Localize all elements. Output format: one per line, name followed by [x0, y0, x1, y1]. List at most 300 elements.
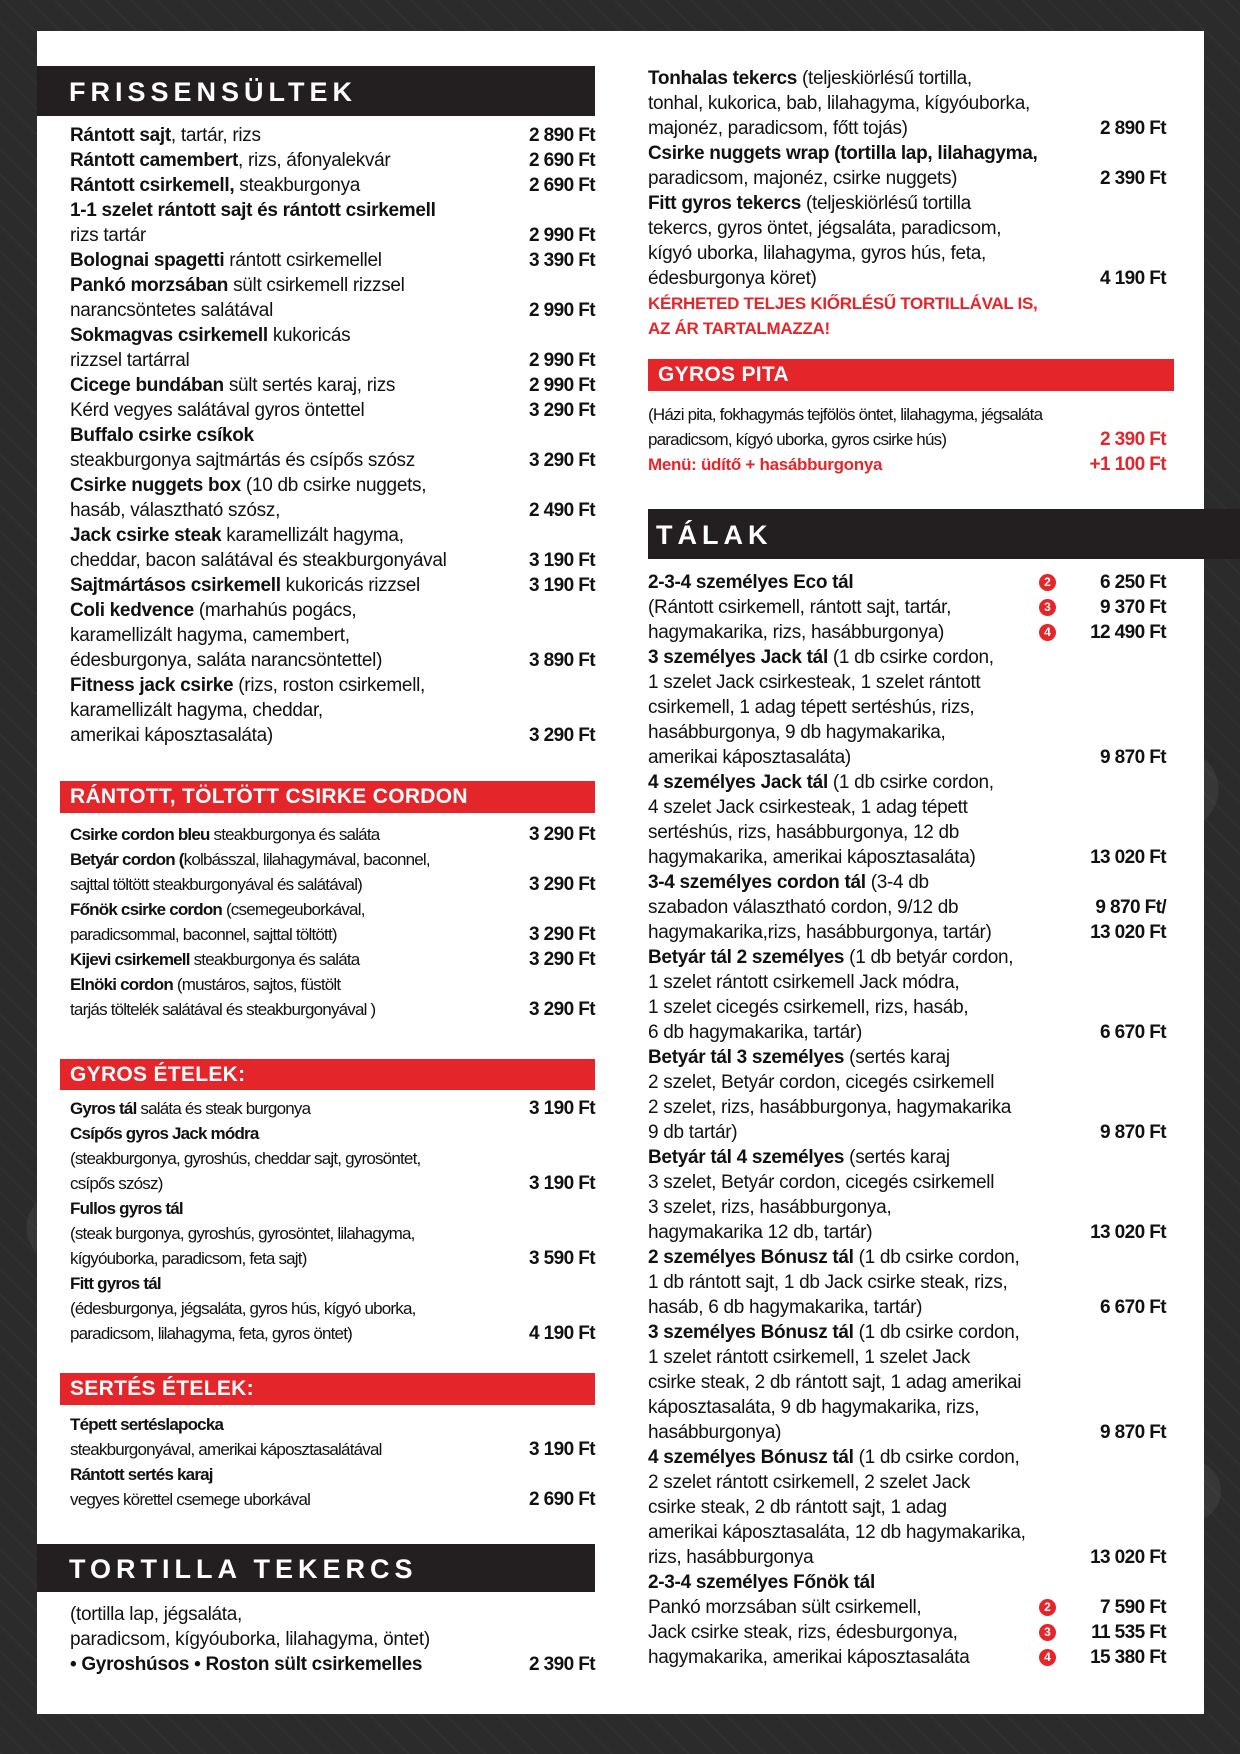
- section-header-pita: GYROS PITA: [648, 359, 1174, 391]
- menu-line: [70, 373, 595, 398]
- menu-line: [70, 922, 595, 947]
- item-name: Rántott camembert: [70, 150, 239, 171]
- item-description: 2 szelet, Betyár cordon, cicegés csirkemell: [648, 1072, 995, 1093]
- item-description: 1 szelet cicegés csirkemell, rizs, hasáb,: [648, 997, 969, 1018]
- section-sertes: [70, 1412, 595, 1512]
- item-description: narancsöntetes salátával: [70, 300, 273, 321]
- item-price: 2 990 Ft: [529, 375, 595, 396]
- item-description: tonhal, kukorica, bab, lilahagyma, kígyóuborka,: [648, 93, 1030, 114]
- menu-line: [70, 997, 595, 1022]
- item-description: AZ ÁR TARTALMAZZA!: [648, 319, 830, 338]
- item-name: Jack csirke steak: [70, 525, 222, 546]
- item-price: 2 690 Ft: [529, 150, 595, 171]
- item-description: csípős szósz): [70, 1174, 163, 1193]
- menu-line: [70, 1146, 595, 1171]
- item-price: 3 190 Ft: [529, 1439, 595, 1460]
- item-name: 2-3-4 személyes Eco tál: [648, 572, 854, 593]
- menu-line: [70, 1437, 595, 1462]
- menu-line: [648, 241, 1166, 266]
- item-price: 12 490 Ft: [1090, 622, 1166, 643]
- item-name: Rántott sajt: [70, 125, 171, 146]
- item-price: 9 870 Ft/: [1095, 897, 1166, 918]
- item-name: Sajtmártásos csirkemell: [70, 575, 281, 596]
- menu-line: [648, 820, 1166, 845]
- menu-line: [648, 770, 1166, 795]
- item-description: (1 db csirke cordon,: [827, 772, 994, 793]
- menu-line: [648, 141, 1166, 166]
- item-description: rántott csirkemellel: [224, 250, 382, 271]
- item-description: (Házi pita, fokhagymás tejfölös öntet, lilahagyma, jégsaláta: [648, 405, 1043, 424]
- item-description: sertéshús, rizs, hasábburgonya, 12 db: [648, 822, 960, 843]
- item-name: Betyár tál 3 személyes: [648, 1047, 845, 1068]
- item-name: 3 személyes Bónusz tál: [648, 1322, 854, 1343]
- menu-line: [648, 895, 1166, 920]
- item-description: (édesburgonya, jégsaláta, gyros hús, kígyó uborka,: [70, 1299, 416, 1318]
- menu-line: [648, 695, 1166, 720]
- item-description: 2 szelet rántott csirkemell, 2 szelet Jack: [648, 1472, 971, 1493]
- item-name: 4 személyes Jack tál: [648, 772, 828, 793]
- item-description: steakburgonya és saláta: [209, 825, 380, 844]
- item-name: Pankó morzsában: [70, 275, 229, 296]
- menu-line: [648, 645, 1166, 670]
- menu-line: [648, 452, 1166, 477]
- menu-line: [648, 1370, 1166, 1395]
- item-price: 13 020 Ft: [1090, 847, 1166, 868]
- item-description: (marhahús pogács,: [193, 600, 357, 621]
- menu-line: [70, 822, 595, 847]
- item-name: • Gyroshúsos • Roston sült csirkemelles: [70, 1654, 423, 1675]
- person-count-badge: 3: [1039, 599, 1056, 616]
- item-description: paradicsom, lilahagyma, feta, gyros öntet): [70, 1324, 352, 1343]
- item-name: 2 személyes Bónusz tál: [648, 1247, 854, 1268]
- item-price: 3 190 Ft: [529, 575, 595, 596]
- menu-line: [70, 723, 595, 748]
- item-description: 9 db tartár): [648, 1122, 738, 1143]
- menu-line: [70, 423, 595, 448]
- item-price: 3 890 Ft: [529, 650, 595, 671]
- menu-line: [648, 1395, 1166, 1420]
- menu-line: [648, 1270, 1166, 1295]
- menu-line: [70, 598, 595, 623]
- person-count-badge: 2: [1039, 574, 1056, 591]
- menu-line: [648, 595, 1166, 620]
- item-description: amerikai káposztasaláta, 12 db hagymakarika,: [648, 1522, 1026, 1543]
- item-description: szabadon választható cordon, 9/12 db: [648, 897, 959, 918]
- item-description: Menü: üdítő + hasábburgonya: [648, 455, 883, 474]
- menu-line: [648, 670, 1166, 695]
- menu-line: [70, 1602, 595, 1627]
- item-description: steakburgonya és saláta: [189, 950, 360, 969]
- item-name: 3-4 személyes cordon tál: [648, 872, 866, 893]
- item-price: 2 890 Ft: [1100, 118, 1166, 139]
- menu-line: [648, 1345, 1166, 1370]
- menu-line: [70, 1271, 595, 1296]
- menu-line: [70, 1412, 595, 1437]
- item-price: 3 290 Ft: [529, 999, 595, 1020]
- item-price: 2 990 Ft: [529, 300, 595, 321]
- menu-line: [70, 498, 595, 523]
- menu-line: [70, 947, 595, 972]
- menu-line: [70, 398, 595, 423]
- item-description: kígyó uborka, lilahagyma, gyros hús, feta,: [648, 243, 987, 264]
- item-description: paradicsom, kígyóuborka, lilahagyma, öntet): [70, 1629, 430, 1650]
- item-name: Fullos gyros tál: [70, 1199, 183, 1218]
- section-cordon: [70, 822, 595, 1022]
- menu-line: [648, 1295, 1166, 1320]
- item-price: 9 370 Ft: [1100, 597, 1166, 618]
- item-price: +1 100 Ft: [1089, 454, 1166, 475]
- item-name: Csirke cordon bleu: [70, 825, 210, 844]
- item-description: (steakburgonya, gyroshús, cheddar sajt, gyrosöntet,: [70, 1149, 421, 1168]
- menu-line: [648, 720, 1166, 745]
- menu-line: [648, 945, 1166, 970]
- item-description: hasábburgonya): [648, 1422, 782, 1443]
- menu-line: [648, 66, 1166, 91]
- item-description: KÉRHETED TELJES KIŐRLÉSŰ TORTILLÁVAL IS,: [648, 294, 1038, 313]
- item-description: (mustáros, sajtos, füstölt: [172, 975, 341, 994]
- item-name: Csípős gyros Jack módra: [70, 1124, 259, 1143]
- item-name: Betyár cordon (: [70, 850, 184, 869]
- item-price: 3 290 Ft: [529, 824, 595, 845]
- item-price: 3 290 Ft: [529, 725, 595, 746]
- item-name: Buffalo csirke csíkok: [70, 425, 254, 446]
- menu-line: [648, 1520, 1166, 1545]
- item-price: 2 690 Ft: [529, 1489, 595, 1510]
- item-description: cheddar, bacon salátával és steakburgonyával: [70, 550, 447, 571]
- item-price: 3 590 Ft: [529, 1248, 595, 1269]
- item-description: hasáb, 6 db hagymakarika, tartár): [648, 1297, 923, 1318]
- section-header-talak: TÁLAK: [648, 509, 1240, 559]
- item-price: 2 690 Ft: [529, 175, 595, 196]
- menu-line: [648, 1320, 1166, 1345]
- menu-line: [648, 995, 1166, 1020]
- item-name: Rántott csirkemell,: [70, 175, 235, 196]
- item-description: , tartár, rizs: [170, 125, 261, 146]
- item-price: 4 190 Ft: [529, 1323, 595, 1344]
- menu-line: [70, 1246, 595, 1271]
- item-price: 3 190 Ft: [529, 1098, 595, 1119]
- item-price: 3 190 Ft: [529, 550, 595, 571]
- menu-line: [648, 1220, 1166, 1245]
- section-tortilla: [648, 66, 1166, 341]
- menu-line: [70, 1321, 595, 1346]
- item-price: 6 670 Ft: [1100, 1022, 1166, 1043]
- item-description: édesburgonya köret): [648, 268, 817, 289]
- menu-line: [70, 847, 595, 872]
- menu-line: [70, 897, 595, 922]
- item-description: (3-4 db: [865, 872, 929, 893]
- item-description: karamellizált hagyma, cheddar,: [70, 700, 323, 721]
- menu-line: [70, 248, 595, 273]
- item-description: 2 szelet, rizs, hasábburgonya, hagymakarika: [648, 1097, 1012, 1118]
- menu-line: [70, 872, 595, 897]
- item-description: kukoricás rizzsel: [280, 575, 420, 596]
- menu-line: [648, 1070, 1166, 1095]
- menu-line: [70, 1121, 595, 1146]
- item-description: (1 db betyár cordon,: [844, 947, 1014, 968]
- item-price: 2 890 Ft: [529, 125, 595, 146]
- item-name: Bolognai spagetti: [70, 250, 225, 271]
- menu-line: [70, 198, 595, 223]
- item-description: rizs tartár: [70, 225, 146, 246]
- menu-line: [648, 1545, 1166, 1570]
- menu-line: [70, 323, 595, 348]
- item-description: 1 szelet Jack csirkesteak, 1 szelet rántott: [648, 672, 981, 693]
- menu-line: [70, 698, 595, 723]
- menu-line: [70, 1652, 595, 1677]
- item-description: karamellizált hagyma, camembert,: [70, 625, 350, 646]
- menu-line: [648, 1195, 1166, 1220]
- item-name: Fitness jack csirke: [70, 675, 234, 696]
- item-description: (rizs, roston csirkemell,: [233, 675, 426, 696]
- item-description: (teljeskiörlésű tortilla,: [797, 68, 972, 89]
- menu-line: [648, 1170, 1166, 1195]
- menu-line: [70, 173, 595, 198]
- item-description: (tortilla lap, jégsaláta,: [70, 1604, 243, 1625]
- item-name: 3 személyes Jack tál: [648, 647, 828, 668]
- item-description: csirke steak, 2 db rántott sajt, 1 adag: [648, 1497, 947, 1518]
- item-description: Pankó morzsában sült csirkemell,: [648, 1597, 922, 1618]
- item-price: 7 590 Ft: [1100, 1597, 1166, 1618]
- item-description: paradicsom, kígyó uborka, gyros csirke hús): [648, 430, 947, 449]
- item-name: Tonhalas tekercs: [648, 68, 798, 89]
- menu-line: [648, 316, 1166, 341]
- menu-line: [70, 648, 595, 673]
- item-name: Főnök csirke cordon: [70, 900, 223, 919]
- menu-line: [648, 1095, 1166, 1120]
- menu-line: [648, 166, 1166, 191]
- item-description: paradicsommal, baconnel, sajttal töltött): [70, 925, 337, 944]
- menu-line: [648, 970, 1166, 995]
- menu-line: [648, 1045, 1166, 1070]
- section-talak: [648, 570, 1166, 1670]
- menu-line: [70, 1462, 595, 1487]
- item-description: sajttal töltött steakburgonyával és salátával): [70, 875, 363, 894]
- item-name: Gyros tál: [70, 1099, 137, 1118]
- item-description: saláta és steak burgonya: [136, 1099, 311, 1118]
- item-price: 6 250 Ft: [1100, 572, 1166, 593]
- menu-line: [70, 1096, 595, 1121]
- menu-line: [70, 523, 595, 548]
- item-description: steakburgonya: [234, 175, 361, 196]
- item-price: 9 870 Ft: [1100, 747, 1166, 768]
- menu-line: [70, 1171, 595, 1196]
- item-description: vegyes körettel csemege uborkával: [70, 1490, 311, 1509]
- item-name: Rántott sertés karaj: [70, 1465, 213, 1484]
- item-description: hasábburgonya, 9 db hagymakarika,: [648, 722, 946, 743]
- item-name: Fitt gyros tál: [70, 1274, 161, 1293]
- menu-line: [70, 123, 595, 148]
- menu-line: [648, 291, 1166, 316]
- menu-line: [648, 191, 1166, 216]
- item-name: Tépett sertéslapocka: [70, 1415, 224, 1434]
- item-description: amerikai káposztasaláta): [70, 725, 273, 746]
- item-description: tarjás töltelék salátával és steakburgonyával ): [70, 1000, 376, 1019]
- menu-line: [648, 116, 1166, 141]
- item-description: steakburgonya sajtmártás és csípős szósz: [70, 450, 415, 471]
- menu-line: [648, 920, 1166, 945]
- item-price: 2 490 Ft: [529, 500, 595, 521]
- item-price: 3 290 Ft: [529, 400, 595, 421]
- menu-line: [648, 1570, 1166, 1595]
- item-description: tekercs, gyros öntet, jégsaláta, paradicsom,: [648, 218, 1002, 239]
- menu-line: [70, 348, 595, 373]
- item-description: (csemegeuborkával,: [222, 900, 365, 919]
- menu-line: [70, 1196, 595, 1221]
- item-description: paradicsom, majonéz, csirke nuggets): [648, 168, 958, 189]
- menu-line: [648, 1145, 1166, 1170]
- item-description: kukoricás: [267, 325, 351, 346]
- item-name: Coli kedvence: [70, 600, 194, 621]
- item-price: 2 390 Ft: [1100, 168, 1166, 189]
- item-description: amerikai káposztasaláta): [648, 747, 851, 768]
- menu-line: [648, 1420, 1166, 1445]
- item-price: 13 020 Ft: [1090, 1222, 1166, 1243]
- item-description: karamellizált hagyma,: [221, 525, 404, 546]
- menu-line: [70, 1221, 595, 1246]
- item-description: (1 db csirke cordon,: [853, 1322, 1020, 1343]
- menu-line: [648, 570, 1166, 595]
- item-price: 3 290 Ft: [529, 949, 595, 970]
- item-description: hagymakarika, rizs, hasábburgonya): [648, 622, 945, 643]
- item-price: 3 390 Ft: [529, 250, 595, 271]
- section-header-cordon: RÁNTOTT, TÖLTÖTT CSIRKE CORDON: [60, 781, 595, 813]
- item-description: (teljeskiörlésű tortilla: [801, 193, 971, 214]
- item-description: Jack csirke steak, rizs, édesburgonya,: [648, 1622, 958, 1643]
- item-description: hagymakarika, amerikai káposztasaláta: [648, 1647, 970, 1668]
- menu-line: [648, 91, 1166, 116]
- item-price: 11 535 Ft: [1091, 1622, 1166, 1643]
- item-description: hagymakarika 12 db, tartár): [648, 1222, 873, 1243]
- item-price: 2 990 Ft: [529, 350, 595, 371]
- menu-line: [648, 1595, 1166, 1620]
- item-description: 6 db hagymakarika, tartár): [648, 1022, 862, 1043]
- menu-line: [70, 473, 595, 498]
- item-description: kígyóuborka, paradicsom, feta sajt): [70, 1249, 307, 1268]
- item-price: 9 870 Ft: [1100, 1422, 1166, 1443]
- item-name: Sokmagvas csirkemell: [70, 325, 268, 346]
- item-name: 1-1 szelet rántott sajt és rántott csirkemell: [70, 200, 436, 221]
- item-description: (1 db csirke cordon,: [853, 1247, 1020, 1268]
- person-count-badge: 3: [1039, 1624, 1056, 1641]
- item-description: 4 szelet Jack csirkesteak, 1 adag tépett: [648, 797, 968, 818]
- menu-line: [648, 1620, 1166, 1645]
- menu-line: [70, 298, 595, 323]
- item-price: 15 380 Ft: [1090, 1647, 1166, 1668]
- item-description: rizzsel tartárral: [70, 350, 190, 371]
- item-price: 3 290 Ft: [529, 874, 595, 895]
- item-price: 13 020 Ft: [1090, 1547, 1166, 1568]
- item-description: hagymakarika,rizs, hasábburgonya, tartár): [648, 922, 992, 943]
- item-description: 1 db rántott sajt, 1 db Jack csirke steak, rizs,: [648, 1272, 1008, 1293]
- menu-line: [648, 427, 1166, 452]
- item-description: steakburgonyával, amerikai káposztasalátával: [70, 1440, 382, 1459]
- menu-line: [648, 1120, 1166, 1145]
- section-header-sertes: SERTÉS ÉTELEK:: [60, 1373, 595, 1405]
- item-description: 3 szelet, rizs, hasábburgonya,: [648, 1197, 892, 1218]
- item-price: 6 670 Ft: [1100, 1297, 1166, 1318]
- item-price: 2 390 Ft: [1100, 429, 1166, 450]
- item-description: 1 szelet rántott csirkemell, 1 szelet Jack: [648, 1347, 971, 1368]
- item-description: 1 szelet rántott csirkemell Jack módra,: [648, 972, 960, 993]
- menu-line: [648, 216, 1166, 241]
- item-description: (steak burgonya, gyroshús, gyrosöntet, lilahagyma,: [70, 1224, 415, 1243]
- menu-line: [70, 148, 595, 173]
- item-name: Csirke nuggets box: [70, 475, 241, 496]
- item-description: hagymakarika, amerikai káposztasaláta): [648, 847, 976, 868]
- item-description: kolbásszal, lilahagymával, baconnel,: [183, 850, 430, 869]
- menu-line: [70, 1487, 595, 1512]
- item-price: 9 870 Ft: [1100, 1122, 1166, 1143]
- item-price: 3 290 Ft: [529, 450, 595, 471]
- item-description: 3 szelet, Betyár cordon, cicegés csirkemell: [648, 1172, 995, 1193]
- item-description: sült sertés karaj, rizs: [223, 375, 396, 396]
- section-gyros: [70, 1096, 595, 1346]
- item-description: majonéz, paradicsom, főtt tojás): [648, 118, 908, 139]
- item-name: Kijevi csirkemell: [70, 950, 190, 969]
- item-name: Elnöki cordon: [70, 975, 173, 994]
- section-header-frissensultek: FRISSENSÜLTEK: [37, 66, 595, 116]
- menu-line: [70, 223, 595, 248]
- item-description: (1 db csirke cordon,: [853, 1447, 1020, 1468]
- item-description: sült csirkemell rizzsel: [228, 275, 405, 296]
- menu-line: [648, 1445, 1166, 1470]
- item-description: (sertés karaj: [844, 1147, 950, 1168]
- section-pita: [648, 402, 1166, 477]
- menu-line: [648, 1470, 1166, 1495]
- section-header-gyros: GYROS ÉTELEK:: [60, 1059, 595, 1090]
- item-price: 3 290 Ft: [529, 924, 595, 945]
- item-name: Betyár tál 2 személyes: [648, 947, 845, 968]
- person-count-badge: 2: [1039, 1599, 1056, 1616]
- person-count-badge: 4: [1039, 624, 1056, 641]
- menu-line: [648, 1495, 1166, 1520]
- item-price: 3 190 Ft: [529, 1173, 595, 1194]
- menu-line: [70, 448, 595, 473]
- menu-line: [648, 845, 1166, 870]
- menu-line: [648, 266, 1166, 291]
- item-description: (Rántott csirkemell, rántott sajt, tartár,: [648, 597, 952, 618]
- item-price: 2 990 Ft: [529, 225, 595, 246]
- item-description: csirkemell, 1 adag tépett sertéshús, rizs,: [648, 697, 975, 718]
- section-tortilla-intro: [70, 1602, 595, 1677]
- menu-line: [648, 1645, 1166, 1670]
- menu-line: [648, 1020, 1166, 1045]
- menu-line: [70, 548, 595, 573]
- item-description: káposztasaláta, 9 db hagymakarika, rizs,: [648, 1397, 980, 1418]
- item-price: 4 190 Ft: [1100, 268, 1166, 289]
- item-description: (sertés karaj: [844, 1047, 950, 1068]
- item-name: Fitt gyros tekercs: [648, 193, 801, 214]
- menu-line: [648, 620, 1166, 645]
- item-description: csirke steak, 2 db rántott sajt, 1 adag amerikai: [648, 1372, 1022, 1393]
- item-price: 13 020 Ft: [1090, 922, 1166, 943]
- item-description: (1 db csirke cordon,: [827, 647, 994, 668]
- menu-line: [70, 573, 595, 598]
- item-description: (10 db csirke nuggets,: [240, 475, 427, 496]
- item-description: édesburgonya, saláta narancsöntettel): [70, 650, 383, 671]
- menu-line: [648, 402, 1166, 427]
- item-price: 2 390 Ft: [529, 1654, 595, 1675]
- item-description: hasáb, választható szósz,: [70, 500, 281, 521]
- menu-line: [70, 1296, 595, 1321]
- menu-line: [648, 870, 1166, 895]
- menu-line: [70, 1627, 595, 1652]
- menu-line: [70, 972, 595, 997]
- item-description: Kérd vegyes salátával gyros öntettel: [70, 400, 365, 421]
- item-name: 2-3-4 személyes Főnök tál: [648, 1572, 875, 1593]
- menu-line: [70, 673, 595, 698]
